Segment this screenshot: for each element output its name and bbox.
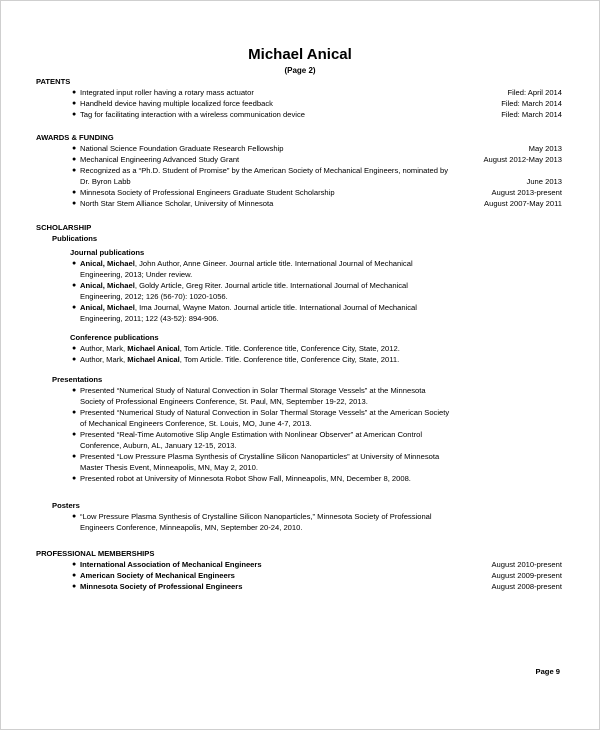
journal-item: ● Anical, Michael, Ima Journal, Wayne Maton. Journal article title. International Journal of Mechanical xyxy=(72,303,417,312)
conference-item: ● Author, Mark, Michael Anical, Tom Article. Title. Conference title, Conference City, State, 2011. xyxy=(72,355,400,364)
award-item: ● Minnesota Society of Professional Engineers Graduate Student Scholarship xyxy=(72,188,335,197)
membership-date: August 2010-present xyxy=(491,560,562,569)
conference-publications-heading: Conference publications xyxy=(70,333,159,342)
membership-item: ● International Association of Mechanical Engineers xyxy=(72,560,262,569)
award-item: ● National Science Foundation Graduate Research Fellowship xyxy=(72,144,284,153)
award-date: June 2013 xyxy=(526,177,562,186)
membership-item: ● American Society of Mechanical Engineers xyxy=(72,571,235,580)
presentation-item-continuation: of Mechanical Engineers Conference, St. Louis, MO, June 4-7, 2013. xyxy=(80,419,312,428)
membership-date: August 2008-present xyxy=(491,582,562,591)
presentation-item: ● Presented robot at University of Minnesota Robot Show Fall, Minneapolis, MN, December 8, 2008. xyxy=(72,474,411,483)
conference-item: ● Author, Mark, Michael Anical, Tom Article. Title. Conference title, Conference City, State, 2012. xyxy=(72,344,400,353)
patent-item: ● Tag for facilitating interaction with a wireless communication device xyxy=(72,110,305,119)
patent-date: Filed: March 2014 xyxy=(501,99,562,108)
patent-item: ● Integrated input roller having a rotary mass actuator xyxy=(72,88,254,97)
presentation-item: ● Presented “Low Pressure Plasma Synthesis of Crystalline Silicon Nanoparticles” at University of Minnesota xyxy=(72,452,440,461)
award-item: ● North Star Stem Alliance Scholar, University of Minnesota xyxy=(72,199,274,208)
journal-publications-heading: Journal publications xyxy=(70,248,145,257)
page-title: Michael Anical xyxy=(248,46,352,63)
award-date: May 2013 xyxy=(528,144,562,153)
presentation-item: ● Presented “Numerical Study of Natural Convection in Solar Thermal Storage Vessels” at the American Society xyxy=(72,408,450,417)
patent-item: ● Handheld device having multiple localized force feedback xyxy=(72,99,273,108)
poster-item: ● “Low Pressure Plasma Synthesis of Crystalline Silicon Nanoparticles,” Minnesota Society of Professional xyxy=(72,512,432,521)
award-item: ● Mechanical Engineering Advanced Study Grant xyxy=(72,155,240,164)
presentation-item-continuation: Master Thesis Event, Minneapolis, MN, May 2, 2010. xyxy=(80,463,258,472)
poster-item-continuation: Engineers Conference, Minneapolis, MN, September 20-24, 2010. xyxy=(80,523,303,532)
journal-item-continuation: Engineering, 2013; Under review. xyxy=(80,270,193,279)
journal-item: ● Anical, Michael, John Author, Anne Gineer. Journal article title. International Journal of Mechanical xyxy=(72,259,413,268)
patent-date: Filed: April 2014 xyxy=(507,88,562,97)
presentation-item-continuation: Society of Professional Engineers Conference, St. Paul, MN, September 19-22, 2013. xyxy=(80,397,368,406)
journal-item-continuation: Engineering, 2011; 122 (43-52): 894-906. xyxy=(80,314,219,323)
patents-heading: PATENTS xyxy=(36,77,71,86)
membership-item: ● Minnesota Society of Professional Engineers xyxy=(72,582,243,591)
posters-heading: Posters xyxy=(52,501,80,510)
journal-item: ● Anical, Michael, Goldy Article, Greg Riter. Journal article title. International Journal of Mechanical xyxy=(72,281,408,290)
presentation-item: ● Presented “Real-Time Automotive Slip Angle Estimation with Nonlinear Observer” at American Control xyxy=(72,430,423,439)
award-date: August 2007-May 2011 xyxy=(484,199,562,208)
scholarship-heading: SCHOLARSHIP xyxy=(36,223,92,232)
awards-heading: AWARDS & FUNDING xyxy=(36,133,114,142)
patent-date: Filed: March 2014 xyxy=(501,110,562,119)
journal-item-continuation: Engineering, 2012; 126 (56-70): 1020-1056. xyxy=(80,292,228,301)
presentations-heading: Presentations xyxy=(52,375,103,384)
award-item: ● Recognized as a “Ph.D. Student of Promise” by the American Society of Mechanical Engineers, nominated by xyxy=(72,166,449,175)
award-item-continuation: Dr. Byron Labb xyxy=(80,177,131,186)
memberships-heading: PROFESSIONAL MEMBERSHIPS xyxy=(36,549,155,558)
award-date: August 2013-present xyxy=(491,188,562,197)
page-number: Page 9 xyxy=(535,667,560,676)
publications-heading: Publications xyxy=(52,234,98,243)
presentation-item: ● Presented “Numerical Study of Natural Convection in Solar Thermal Storage Vessels” at the Minnesota xyxy=(72,386,426,395)
membership-date: August 2009-present xyxy=(491,571,562,580)
page-label: (Page 2) xyxy=(284,66,316,75)
award-date: August 2012-May 2013 xyxy=(483,155,562,164)
presentation-item-continuation: Conference, Auburn, AL, January 12-15, 2013. xyxy=(80,441,237,450)
